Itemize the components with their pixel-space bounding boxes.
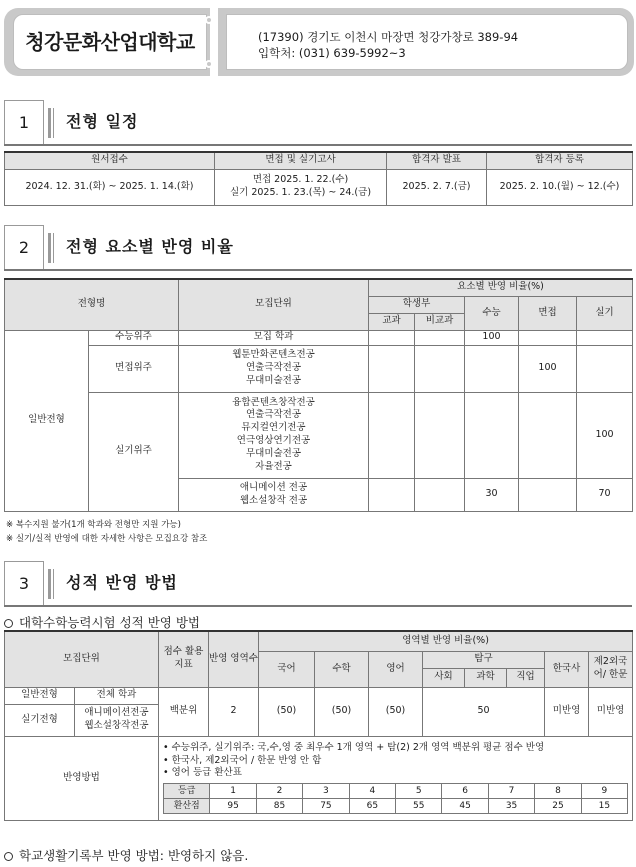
score: 25 xyxy=(535,799,581,814)
grade: 8 xyxy=(535,784,581,799)
binder-ring-icon xyxy=(205,60,213,68)
count-val: 2 xyxy=(209,687,259,736)
grade: 1 xyxy=(210,784,256,799)
grade: 9 xyxy=(581,784,627,799)
address: (17390) 경기도 이천시 마장면 청강가창로 389-94 xyxy=(258,30,519,44)
h-unit: 모집단위 xyxy=(179,279,369,330)
note: ※ 실기/실적 반영에 대한 자세한 사항은 모집요강 참조 xyxy=(6,534,208,544)
h-school-record: 학생부 xyxy=(369,296,465,313)
unit: 무대미술전공 xyxy=(245,447,302,459)
history-val: 미반영 xyxy=(545,687,589,736)
grade: 3 xyxy=(303,784,349,799)
h-nonsubject: 비교과 xyxy=(415,313,465,330)
section-title: 전형 일정 xyxy=(66,112,139,131)
h-history: 한국사 xyxy=(545,651,589,687)
method-bullet: • 한국사, 제2외국어 / 한문 반영 안 함 xyxy=(163,754,322,766)
section-number: 1 xyxy=(4,100,44,144)
note: ※ 복수지원 불가(1개 학과와 전형만 지원 가능) xyxy=(6,520,181,530)
score: 35 xyxy=(488,799,534,814)
all-departments: 전체 학과 xyxy=(75,687,159,704)
unit: 연극영상연기전공 xyxy=(236,435,311,446)
interview-val: 100 xyxy=(519,345,577,392)
grade: 7 xyxy=(488,784,534,799)
h-type: 전형명 xyxy=(5,279,179,330)
grade: 6 xyxy=(442,784,488,799)
unit: 애니메이션 전공 xyxy=(239,481,308,493)
school-record-heading: 학교생활기록부 반영 방법: 반영하지 않음. xyxy=(4,846,248,864)
general-admission: 일반전형 xyxy=(5,330,89,511)
h-social: 사회 xyxy=(423,668,465,687)
unit: 웹소설창작 전공 xyxy=(239,494,308,506)
application-period: 2024. 12. 31.(화) ~ 2025. 1. 14.(화) xyxy=(5,169,215,205)
unit: 뮤지컬연기전공 xyxy=(241,422,306,434)
h-inquiry: 탐구 xyxy=(423,651,545,668)
suneung-val: 30 xyxy=(465,478,519,511)
math-val: (50) xyxy=(315,687,369,736)
h-math: 수학 xyxy=(315,651,369,687)
h-ratio: 요소별 반영 비율(%) xyxy=(369,279,633,296)
kind: 면접위주 xyxy=(89,345,179,392)
col-interview: 면접 및 실기고사 xyxy=(215,152,387,169)
h-interview: 면접 xyxy=(519,296,577,330)
method-label: 반영방법 xyxy=(5,736,159,820)
unit: 자율전공 xyxy=(255,460,292,472)
h-job: 직업 xyxy=(507,668,545,687)
unit: 모집 학과 xyxy=(179,330,369,345)
h-count: 반영 영역수 xyxy=(209,631,259,687)
schedule-table xyxy=(4,151,633,206)
circle-bullet-icon xyxy=(4,619,13,628)
score-label: 환산점 xyxy=(164,799,210,814)
suneung-method-heading: 대학수학능력시험 성적 반영 방법 xyxy=(4,613,200,631)
korean-val: (50) xyxy=(259,687,315,736)
practical-date: 실기 2025. 1. 23.(목) ~ 24.(금) xyxy=(229,187,372,198)
h-suneung: 수능 xyxy=(465,296,519,330)
section-1-header xyxy=(4,100,632,146)
section-2-header xyxy=(4,225,632,271)
unit: 애니메이션전공 xyxy=(84,707,149,719)
section-title: 성적 반영 방법 xyxy=(66,573,178,592)
grade-label: 등급 xyxy=(164,784,210,799)
method-bullet: • 영어 등급 환산표 xyxy=(163,767,242,779)
section-3-header xyxy=(4,561,632,607)
h-practical: 실기 xyxy=(577,296,633,330)
admission-phone: 입학처: (031) 639-5992~3 xyxy=(258,46,406,60)
inquiry-val: 50 xyxy=(423,687,545,736)
practical-val: 100 xyxy=(577,392,633,478)
col-register: 합격자 등록 xyxy=(487,152,633,169)
english-grade-table xyxy=(163,783,628,814)
suneung-table xyxy=(4,630,633,821)
method-bullet: • 수능위주, 실기위주: 국,수,영 중 최우수 1개 영역 + 탐(2) 2개 영역 백분위 평균 점수 반영 xyxy=(163,741,545,753)
h-area: 영역별 반영 비율(%) xyxy=(259,631,633,651)
h-korean: 국어 xyxy=(259,651,315,687)
h-unit: 모집단위 xyxy=(5,631,159,687)
score: 95 xyxy=(210,799,256,814)
kind: 수능위주 xyxy=(89,330,179,345)
english-val: (50) xyxy=(369,687,423,736)
score: 15 xyxy=(581,799,627,814)
grade: 5 xyxy=(396,784,442,799)
ratio-table xyxy=(4,278,633,512)
kind: 실기위주 xyxy=(89,392,179,511)
general-type: 일반전형 xyxy=(5,687,75,704)
h-science: 과학 xyxy=(465,668,507,687)
col-announce: 합격자 발표 xyxy=(387,152,487,169)
index-val: 백분위 xyxy=(159,687,209,736)
unit: 연출극작전공 xyxy=(245,409,302,421)
unit: 웹소설창작전공 xyxy=(84,720,149,731)
score: 45 xyxy=(442,799,488,814)
interview-date: 면접 2025. 1. 22.(수) xyxy=(252,174,349,186)
col-application: 원서접수 xyxy=(5,152,215,169)
unit: 무대미술전공 xyxy=(245,374,302,386)
school-name: 청강문화산업대학교 xyxy=(25,30,195,54)
score: 75 xyxy=(303,799,349,814)
suneung-val: 100 xyxy=(465,330,519,345)
announce-date: 2025. 2. 7.(금) xyxy=(387,169,487,205)
grade: 4 xyxy=(349,784,395,799)
h-foreign: 제2외국어/ 한문 xyxy=(589,651,633,687)
foreign-val: 미반영 xyxy=(589,687,633,736)
section-number: 3 xyxy=(4,561,44,605)
practical-type: 실기전형 xyxy=(5,704,75,736)
h-subject: 교과 xyxy=(369,313,415,330)
unit: 융합콘텐츠창작전공 xyxy=(232,396,315,408)
unit: 연출극작전공 xyxy=(245,362,302,374)
score: 55 xyxy=(396,799,442,814)
section-title: 전형 요소별 반영 비율 xyxy=(66,237,234,256)
practical-val: 70 xyxy=(577,478,633,511)
circle-bullet-icon xyxy=(4,852,13,861)
unit: 웹툰만화콘텐츠전공 xyxy=(232,349,315,361)
h-english: 영어 xyxy=(369,651,423,687)
score: 85 xyxy=(256,799,302,814)
binder-ring-icon xyxy=(205,16,213,24)
section-number: 2 xyxy=(4,225,44,269)
score: 65 xyxy=(349,799,395,814)
h-index: 점수 활용 지표 xyxy=(159,631,209,687)
register-period: 2025. 2. 10.(월) ~ 12.(수) xyxy=(487,169,633,205)
grade: 2 xyxy=(256,784,302,799)
